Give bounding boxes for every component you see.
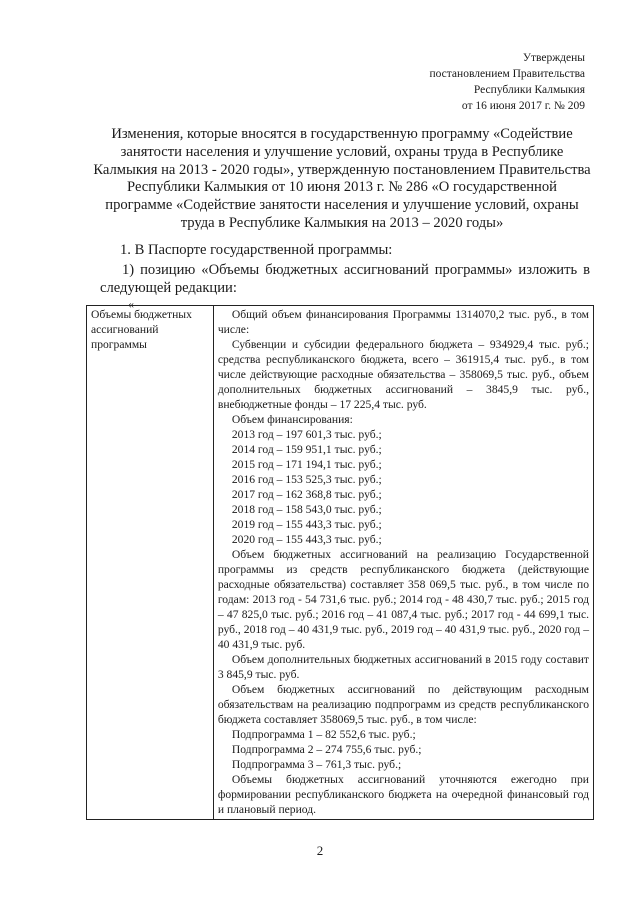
approval-stamp [429,50,585,114]
subprograms-intro-text: Объем бюджетных ассигнований по действующим расходным обязательствам на реализацию подпрограмм из средств республиканского бюджета составляет 358069,5 тыс. руб., в том числе: [217,683,589,726]
funding-header: Объем финансирования: [231,413,353,426]
total-funding-text: Общий объем финансирования Программы 1314070,2 тыс. руб., в том числе: [217,308,589,336]
year-funding-line: 2013 год – 197 601,3 тыс. руб.; [231,428,382,441]
position-content-cell [213,306,593,820]
additional-allocations-text: Объем дополнительных бюджетных ассигнований в 2015 году составит 3 845,9 тыс. руб. [217,653,589,681]
approval-line: постановлением Правительства [429,68,585,80]
year-funding-line: 2017 год – 162 368,8 тыс. руб.; [231,488,382,501]
year-funding-line: 2019 год – 155 443,3 тыс. руб.; [231,518,382,531]
republican-budget-text: Объем бюджетных ассигнований на реализацию Государственной программы из средств республиканского бюджета (действующие расходные обязательства) составляет 358 069,5 тыс. руб., в том числе по годам: 2013 год - 54 731,6 тыс. руб.; 2014 год - 48 430,7 тыс. руб.; 2015 год – 47 825,0 тыс. руб.; 2016 год – 41 087,4 тыс. руб.; 2017 год - 44 699,1 тыс. руб., 2018 год – 40 431,9 тыс. руб., 2019 год – 40 431,9 тыс. руб., 2020 год – 40 431,9 тыс. руб. [217,548,589,651]
approval-line: Республики Калмыкия [473,84,585,96]
item-paragraph: 1) позицию «Объемы бюджетных ассигнований программы» изложить в следующей редакции: [100,262,590,296]
approval-line: Утверждены [522,52,585,64]
approval-line: от 16 июня 2017 г. № 209 [461,100,585,112]
subprogram-line: Подпрограмма 1 – 82 552,6 тыс. руб.; [231,728,416,741]
funding-sources-text: Субвенции и субсидии федерального бюджета – 934929,4 тыс. руб.; средства республиканского бюджета, всего – 361915,4 тыс. руб., в том числе действующие расходные обязательства – 358069,5 тыс. руб., объем дополнительных бюджетных ассигнований – 3845,9 тыс. руб., внебюджетные фонды – 17 225,4 тыс. руб. [217,338,589,411]
year-funding-line: 2020 год – 155 443,3 тыс. руб.; [231,533,382,546]
table-row [87,306,594,820]
position-label: Объемы бюджетных ассигнований программы [91,308,192,351]
year-funding-line: 2018 год – 158 543,0 тыс. руб.; [231,503,382,516]
page-number: 2 [316,843,324,858]
clarification-text: Объемы бюджетных ассигнований уточняются ежегодно при формировании республиканского бюджета на очередной финансовый год и плановый период. [217,773,589,816]
opening-quote: « [128,297,134,311]
subprogram-line: Подпрограмма 3 – 761,3 тыс. руб.; [231,758,402,771]
passport-table [86,305,594,820]
document-title: Изменения, которые вносятся в государственную программу «Содействие занятости населения и улучшение условий, охраны труда в Республике Калмыкия на 2013 - 2020 годы», утвержденную постановлением Правительства Республики Калмыкия от 10 июня 2013 г. № 286 «О государственной программе «Содействие занятости населения и улучшение условий, охраны труда в Республике Калмыкия на 2013 – 2020 годы» [93,126,591,231]
section-heading: 1. В Паспорте государственной программы: [120,242,393,258]
year-funding-line: 2016 год – 153 525,3 тыс. руб.; [231,473,382,486]
subprogram-line: Подпрограмма 2 – 274 755,6 тыс. руб.; [231,743,422,756]
position-label-cell [87,306,214,820]
year-funding-line: 2014 год – 159 951,1 тыс. руб.; [231,443,382,456]
year-funding-line: 2015 год – 171 194,1 тыс. руб.; [231,458,382,471]
